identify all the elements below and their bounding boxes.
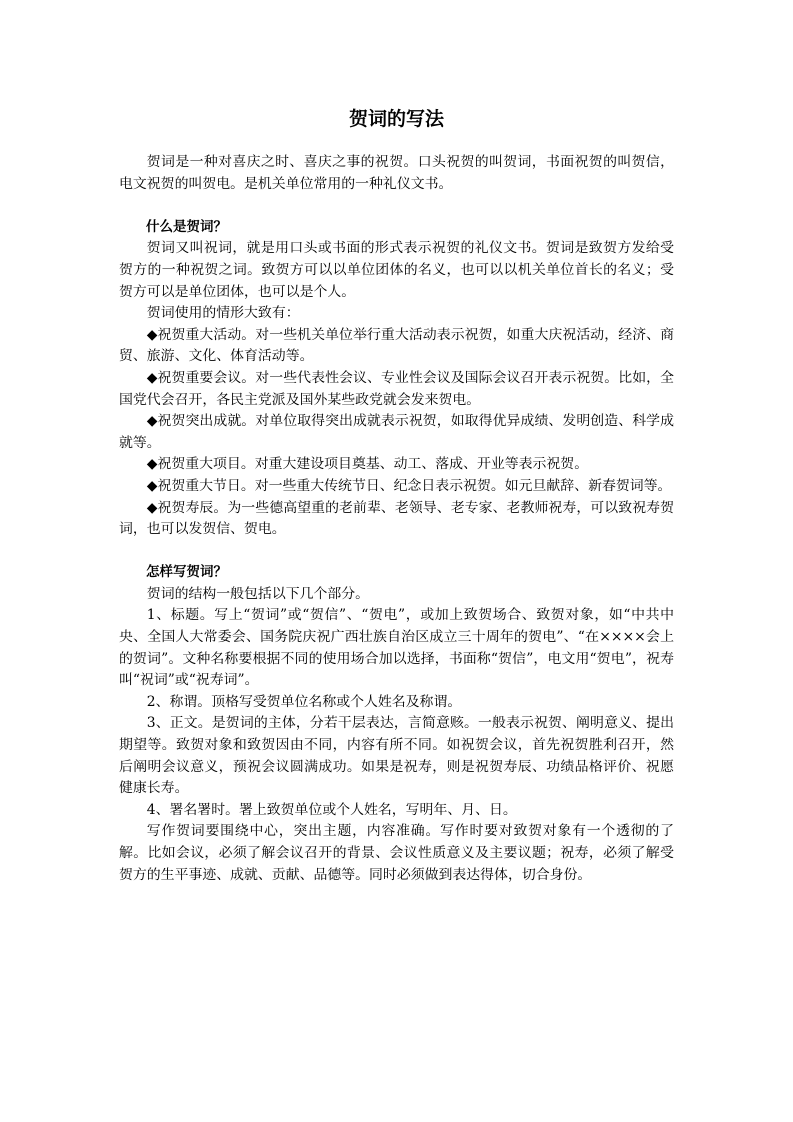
paragraph: 2、称谓。顶格写受贺单位名称或个人姓名及称谓。 [146,693,462,710]
intro-paragraph: 贺词是一种对喜庆之时、喜庆之事的祝贺。口头祝贺的叫贺词，书面祝贺的叫贺信，电文祝贺的叫贺电。是机关单位常用的一种礼仪文书。 [119,154,674,192]
bullet-item: ◆祝贺重大活动。对一些机关单位举行重大活动表示祝贺，如重大庆祝活动，经济、商贸、旅游、文化、体育活动等。 [119,326,674,365]
paragraph: 1、标题。写上“贺词”或“贺信”、“贺电”，或加上致贺场合、致贺对象，如“中共中央、全国人大常委会、国务院庆祝广西壮族自治区成立三十周年的贺电”、“在××××会上的贺词”。文种名称要根据不同的使用场合加以选择，书面称“贺信”，电文用“贺电”，祝寿叫“祝词”或“祝寿词”。 [119,607,674,689]
spacer [119,195,674,217]
spacer [119,541,674,563]
document-body [119,152,674,886]
bullet-item: ◆祝贺突出成就。对单位取得突出成就表示祝贺，如取得优异成绩、发明创造、科学成就等。 [119,413,674,451]
bullet-item: ◆祝贺重大节日。对一些重大传统节日、纪念日表示祝贺。如元旦献辞、新春贺词等。 [146,477,672,494]
section-heading-how: 怎样写贺词？ [146,564,227,581]
bullet-item: ◆祝贺重大项目。对重大建设项目奠基、动工、落成、开业等表示祝贺。 [146,456,589,473]
paragraph: 3、正文。是贺词的主体，分若干层表达，言简意赅。一般表示祝贺、阐明意义、提出期望等。致贺对象和致贺因由不同，内容有所不同。如祝贺会议，首先祝贺胜利召开，然后阐明会议意义，预祝会议圆满成功。如果是祝寿，则是祝贺寿辰、功绩品格评价、祝愿健康长寿。 [119,715,674,797]
paragraph: 4、署名署时。署上致贺单位或个人姓名，写明年、月、日。 [146,801,517,818]
bullet-item: ◆祝贺寿辰。为一些德高望重的老前辈、老领导、老专家、老教师祝寿，可以致祝寿贺词，也可以发贺信、贺电。 [119,499,674,538]
paragraph: 写作贺词要围绕中心，突出主题，内容准确。写作时要对致贺对象有一个透彻的了解。比如会议，必须了解会议召开的背景、会议性质意义及主要议题；祝寿，必须了解受贺方的生平事迹、成就、贡献、品德等。同时必须做到表达得体，切合身份。 [119,823,674,883]
document-title: 贺词的写法 [348,108,444,130]
section-heading-what: 什么是贺词？ [146,218,227,235]
paragraph: 贺词又叫祝词，就是用口头或书面的形式表示祝贺的礼仪文书。贺词是致贺方发给受贺方的一种祝贺之词。致贺方可以以单位团体的名义，也可以以机关单位首长的名义；受贺方可以是单位团体，也可以是个人。 [119,240,674,300]
bullet-item: ◆祝贺重要会议。对一些代表性会议、专业性会议及国际会议召开表示祝贺。比如，全国党代会召开，各民主党派及国外某些政党就会发来贺电。 [119,369,674,408]
paragraph: 贺词使用的情形大致有： [146,305,300,322]
paragraph: 贺词的结构一般包括以下几个部分。 [146,585,370,602]
